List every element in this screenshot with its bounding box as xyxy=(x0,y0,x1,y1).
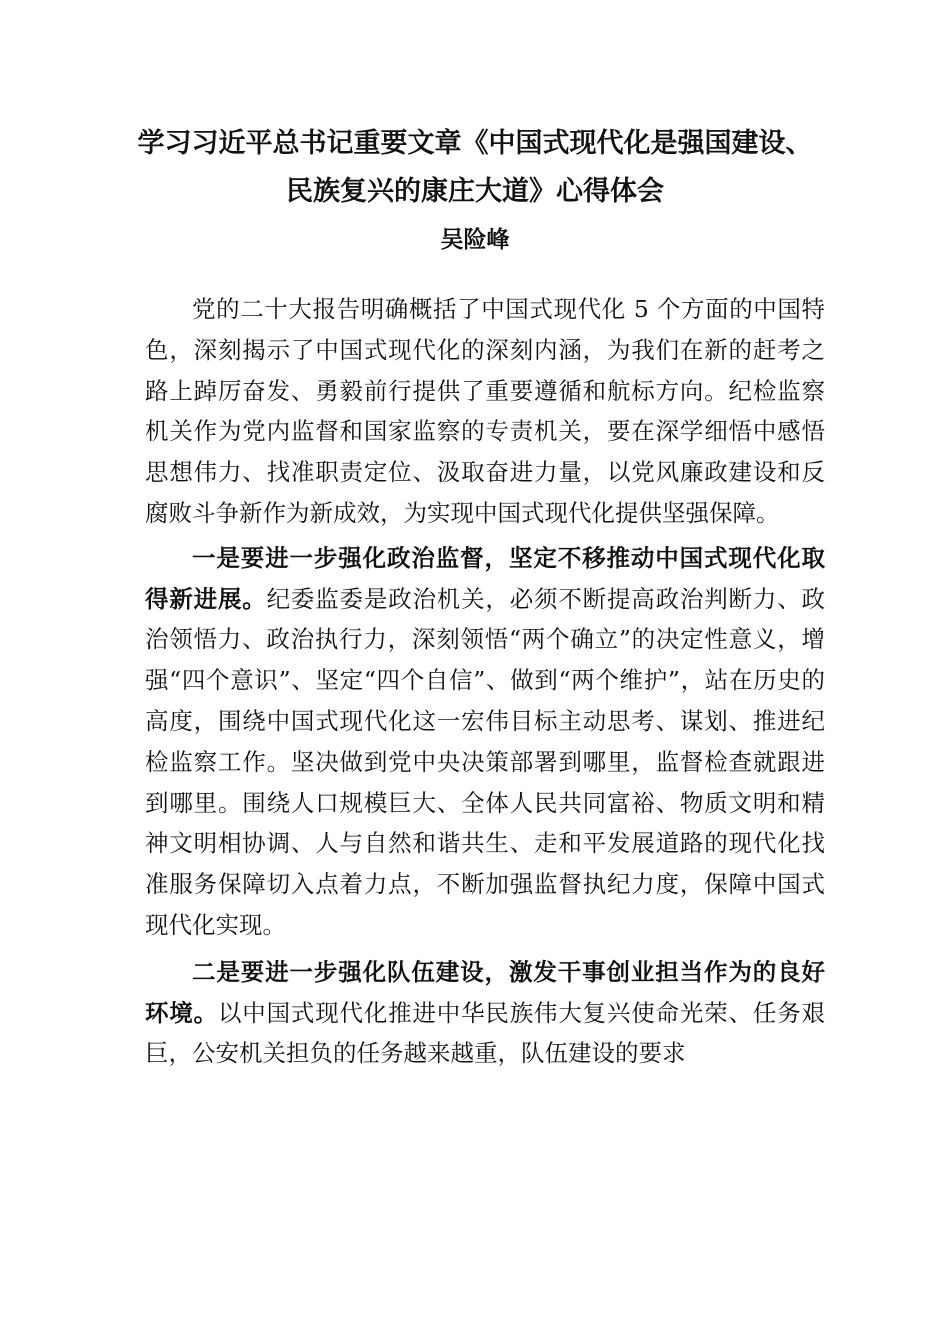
document-author: 吴险峰 xyxy=(440,227,510,253)
paragraph-lead: 一是要进一步强化政治监督，坚定不移推动中国式现代化取得新进展。 xyxy=(145,543,825,613)
paragraph-text: 党的二十大报告明确概括了中国式现代化 5 个方面的中国特色，深刻揭示了中国式现代化的深刻内涵，为我们在新的赶考之路上踔厉奋发、勇毅前行提供了重要遵循和航标方向。纪检监察机关作为党内监督和国家监察的专责机关，要在深学细悟中感悟思想伟力、找准职责定位、汲取奋进力量，以党风廉政建设和反腐败斗争新作为新成效，为实现中国式现代化提供坚强保障。 xyxy=(145,295,825,527)
paragraph-lead: 二是要进一步强化队伍建设，激发干事创业担当作为的良好环境。 xyxy=(145,957,825,1027)
document-title: 学习习近平总书记重要文章《中国式现代化是强国建设、民族复兴的康庄大道》心得体会 xyxy=(137,128,813,207)
paragraph-point-two xyxy=(145,952,825,1074)
paragraph-point-one xyxy=(145,538,825,946)
document-body xyxy=(145,289,825,1074)
paragraph-text: 以中国式现代化推进中华民族伟大复兴使命光荣、任务艰巨，公安机关担负的任务越来越重，队伍建设的要求 xyxy=(145,998,826,1068)
paragraph-text: 纪委监委是政治机关，必须不断提高政治判断力、政治领悟力、政治执行力，深刻领悟“两个确立”的决定性意义，增强“四个意识”、坚定“四个自信”、做到“两个维护”，站在历史的高度，围绕中国式现代化这一宏伟目标主动思考、谋划、推进纪检监察工作。坚决做到党中央决策部署到哪里，监督检查就跟进到哪里。围绕人口规模巨大、全体人民共同富裕、物质文明和精神文明相协调、人与自然和谐共生、走和平发展道路的现代化找准服务保障切入点着力点，不断加强监督执纪力度，保障中国式现代化实现。 xyxy=(145,584,826,939)
paragraph-intro xyxy=(145,289,825,534)
